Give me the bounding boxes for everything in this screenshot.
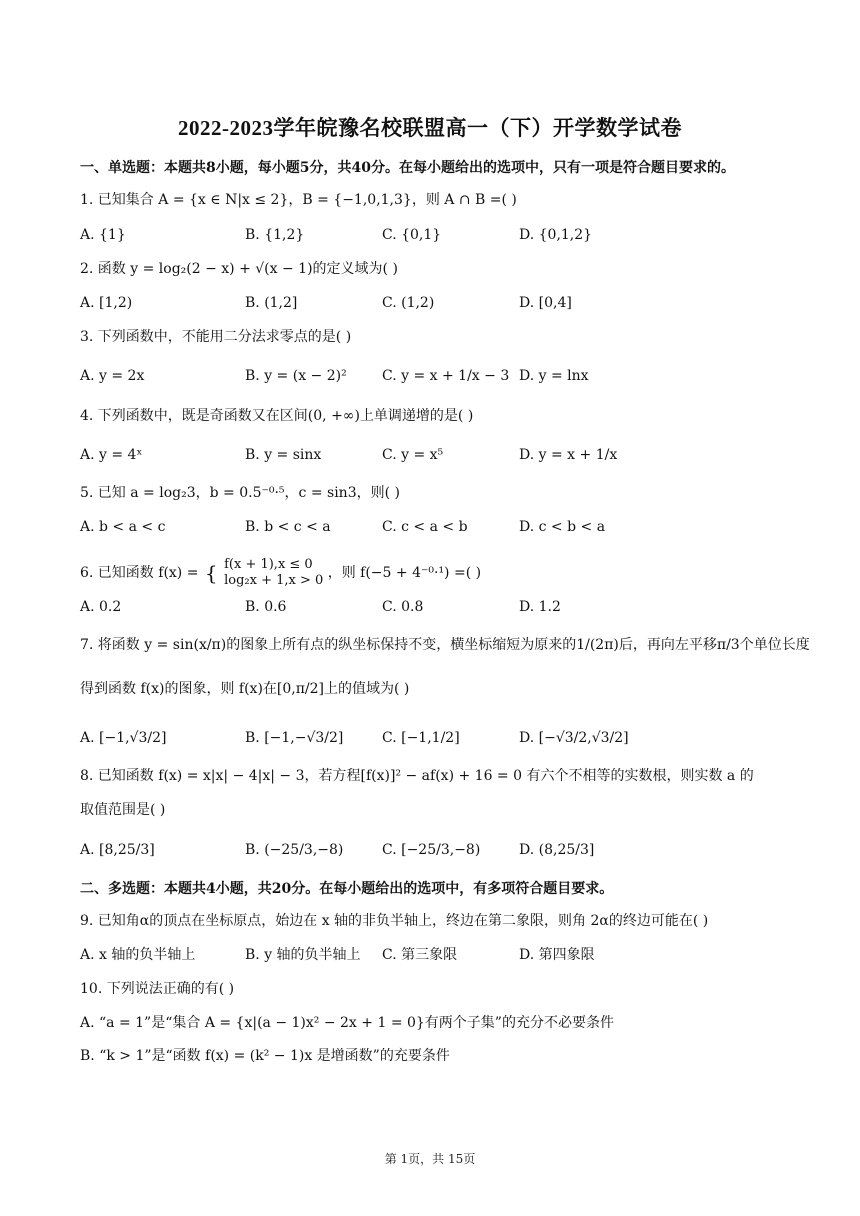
question-10-statement-b: B. “k > 1”是“函数 f(x) = (k² − 1)x 是增函数”的充要条件 (80, 1048, 450, 1064)
question-4-option-d: D. y = x + 1/x (519, 447, 618, 463)
question-6-piece-2: log₂x + 1,x > 0 (224, 573, 324, 588)
question-1-stem: 1. 已知集合 A = {x ∈ N|x ≤ 2}，B = {−1,0,1,3}，则 A ∩ B =( ) (80, 192, 517, 208)
question-10-statement-a: A. “a = 1”是“集合 A = {x|(a − 1)x² − 2x + 1 = 0}有两个子集”的充分不必要条件 (80, 1015, 614, 1031)
question-1-option-d: D. {0,1,2} (519, 227, 593, 243)
question-4-option-b: B. y = sinx (245, 447, 322, 463)
section-single-choice-heading: 一、单选题：本题共8小题，每小题5分，共40分。在每小题给出的选项中，只有一项是符合题目要求的。 (80, 160, 735, 176)
question-1-option-b: B. {1,2} (245, 227, 305, 243)
question-3-option-b: B. y = (x − 2)² (245, 368, 347, 384)
question-4-option-c: C. y = x⁵ (382, 447, 444, 463)
question-9-option-c: C. 第三象限 (382, 947, 458, 963)
section-multiple-choice-heading: 二、多选题：本题共4小题，共20分。在每小题给出的选项中，有多项符合题目要求。 (80, 881, 614, 897)
question-8-stem-line-1: 8. 已知函数 f(x) = x|x| − 4|x| − 3，若方程[f(x)]² − af(x) + 16 = 0 有六个不相等的实数根，则实数 a 的 (80, 768, 754, 784)
question-10-stem: 10. 下列说法正确的有( ) (80, 981, 235, 997)
question-2-option-d: D. [0,4] (519, 295, 572, 311)
question-8-stem-line-2: 取值范围是( ) (80, 802, 166, 818)
question-7-option-a: A. [−1,√3/2] (80, 730, 167, 746)
question-5-option-a: A. b < a < c (80, 519, 166, 535)
question-6-option-c: C. 0.8 (382, 599, 424, 615)
question-3-option-d: D. y = lnx (519, 368, 589, 384)
question-3-option-c: C. y = x + 1/x − 3 (382, 368, 510, 384)
question-2-option-c: C. (1,2) (382, 295, 435, 311)
question-5-stem: 5. 已知 a = log₂3，b = 0.5⁻⁰·⁵，c = sin3，则( ) (80, 485, 400, 501)
page-number: 第 1页，共 15页 (384, 1152, 476, 1166)
page-title: 2022-2023学年皖豫名校联盟高一（下）开学数学试卷 (178, 116, 682, 140)
question-6-option-d: D. 1.2 (519, 599, 561, 615)
question-6-stem-prefix: 6. 已知函数 f(x) = (80, 565, 199, 581)
question-5-option-b: B. b < c < a (245, 519, 331, 535)
question-3-option-a: A. y = 2x (80, 368, 145, 384)
question-7-option-d: D. [−√3/2,√3/2] (519, 730, 629, 746)
question-2-option-b: B. (1,2] (245, 295, 298, 311)
question-9-option-a: A. x 轴的负半轴上 (80, 947, 196, 963)
question-7-stem-line-1: 7. 将函数 y = sin(x/π)的图象上所有点的纵坐标保持不变，横坐标缩短为原来的1/(2π)后，再向左平移π/3个单位长度 (80, 637, 810, 653)
question-8-option-c: C. [−25/3,−8) (382, 842, 481, 858)
question-7-option-c: C. [−1,1/2] (382, 730, 460, 746)
question-6-stem (80, 557, 481, 589)
question-1-option-a: A. {1} (80, 227, 126, 243)
question-8-option-d: D. (8,25/3] (519, 842, 595, 858)
question-6-option-a: A. 0.2 (80, 599, 122, 615)
question-8-option-a: A. [8,25/3] (80, 842, 155, 858)
question-9-stem: 9. 已知角α的顶点在坐标原点，始边在 x 轴的非负半轴上，终边在第二象限，则角 2α的终边可能在( ) (80, 913, 709, 929)
question-6-stem-suffix: ，则 f(−5 + 4⁻⁰·¹) =( ) (327, 565, 482, 581)
question-9-option-d: D. 第四象限 (519, 947, 595, 963)
piecewise-brace: { (204, 561, 218, 585)
question-5-option-d: D. c < b < a (519, 519, 606, 535)
question-4-stem: 4. 下列函数中，既是奇函数又在区间(0, +∞)上单调递增的是( ) (80, 408, 474, 424)
question-2-option-a: A. [1,2) (80, 295, 133, 311)
question-1-option-c: C. {0,1} (382, 227, 442, 243)
question-7-stem-line-2: 得到函数 f(x)的图象，则 f(x)在[0,π/2]上的值域为( ) (80, 681, 410, 697)
question-8-option-b: B. (−25/3,−8) (245, 842, 344, 858)
question-7-option-b: B. [−1,−√3/2] (245, 730, 344, 746)
question-6-piece-1: f(x + 1),x ≤ 0 (224, 557, 313, 572)
question-3-stem: 3. 下列函数中，不能用二分法求零点的是( ) (80, 329, 352, 345)
question-6-option-b: B. 0.6 (245, 599, 287, 615)
question-6-piecewise (224, 557, 323, 589)
question-4-option-a: A. y = 4ˣ (80, 447, 143, 463)
question-2-stem: 2. 函数 y = log₂(2 − x) + √(x − 1)的定义域为( ) (80, 261, 398, 277)
question-9-option-b: B. y 轴的负半轴上 (245, 947, 361, 963)
question-5-option-c: C. c < a < b (382, 519, 468, 535)
